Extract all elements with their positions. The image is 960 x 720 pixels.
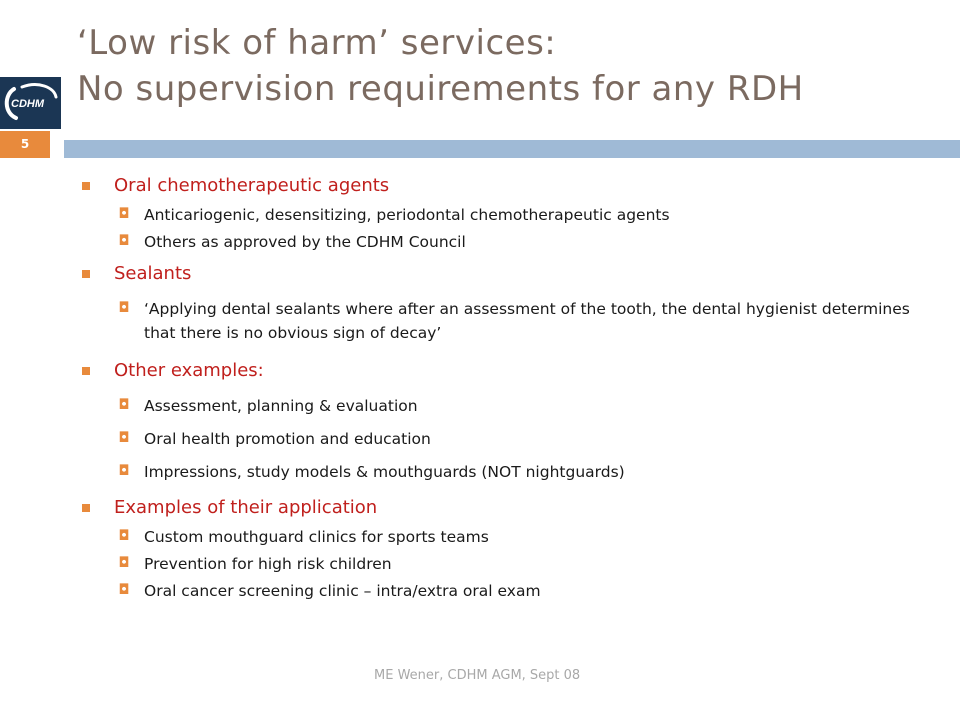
list-item-text: ‘Applying dental sealants where after an assessment of the tooth, the dental hygienist determines that there is no obvious sign of decay’ (144, 300, 910, 342)
hollow-square-bullet-icon: ◘ (118, 300, 130, 316)
hollow-square-bullet-icon: ◘ (118, 397, 130, 413)
section-heading (80, 172, 940, 200)
title-line-1: ‘Low risk of harm’ services: (77, 23, 557, 63)
square-bullet-icon (82, 367, 90, 375)
section-heading-text: Sealants (114, 263, 192, 284)
hollow-square-bullet-icon: ◘ (118, 233, 130, 249)
slide-footer: ME Wener, CDHM AGM, Sept 08 (374, 668, 581, 683)
hollow-square-bullet-icon: ◘ (118, 430, 130, 446)
page-number-badge: 5 (0, 131, 50, 158)
list-item-text: Oral health promotion and education (144, 430, 431, 448)
list-item (80, 579, 940, 603)
section-heading-text: Other examples: (114, 360, 264, 381)
hollow-square-bullet-icon: ◘ (118, 555, 130, 571)
list-item-text: Assessment, planning & evaluation (144, 397, 418, 415)
list-item (80, 297, 940, 345)
list-item-text: Oral cancer screening clinic – intra/extra oral exam (144, 582, 541, 600)
section-heading (80, 260, 940, 288)
square-bullet-icon (82, 504, 90, 512)
list-item-text: Impressions, study models & mouthguards (NOT nightguards) (144, 463, 625, 481)
hollow-square-bullet-icon: ◘ (118, 206, 130, 222)
logo-text: CDHM (11, 98, 44, 110)
list-item (80, 230, 940, 254)
hollow-square-bullet-icon: ◘ (118, 528, 130, 544)
square-bullet-icon (82, 270, 90, 278)
list-item-text: Custom mouthguard clinics for sports teams (144, 528, 489, 546)
list-item (80, 525, 940, 549)
section-heading (80, 357, 940, 385)
section-heading-text: Examples of their application (114, 497, 378, 518)
hollow-square-bullet-icon: ◘ (118, 463, 130, 479)
slide-title (77, 20, 947, 112)
list-item (80, 203, 940, 227)
list-item (80, 427, 940, 451)
square-bullet-icon (82, 182, 90, 190)
hollow-square-bullet-icon: ◘ (118, 582, 130, 598)
list-item (80, 460, 940, 484)
section-heading-text: Oral chemotherapeutic agents (114, 175, 390, 196)
logo-swoosh-icon (0, 77, 61, 129)
section-heading (80, 494, 940, 522)
bullet-content (80, 172, 940, 603)
list-item-text: Others as approved by the CDHM Council (144, 233, 466, 251)
list-item (80, 552, 940, 576)
title-divider-band (64, 140, 960, 158)
title-line-2: No supervision requirements for any RDH (77, 69, 804, 109)
list-item-text: Anticariogenic, desensitizing, periodontal chemotherapeutic agents (144, 206, 670, 224)
cdhm-logo (0, 77, 61, 129)
list-item-text: Prevention for high risk children (144, 555, 392, 573)
list-item (80, 394, 940, 418)
